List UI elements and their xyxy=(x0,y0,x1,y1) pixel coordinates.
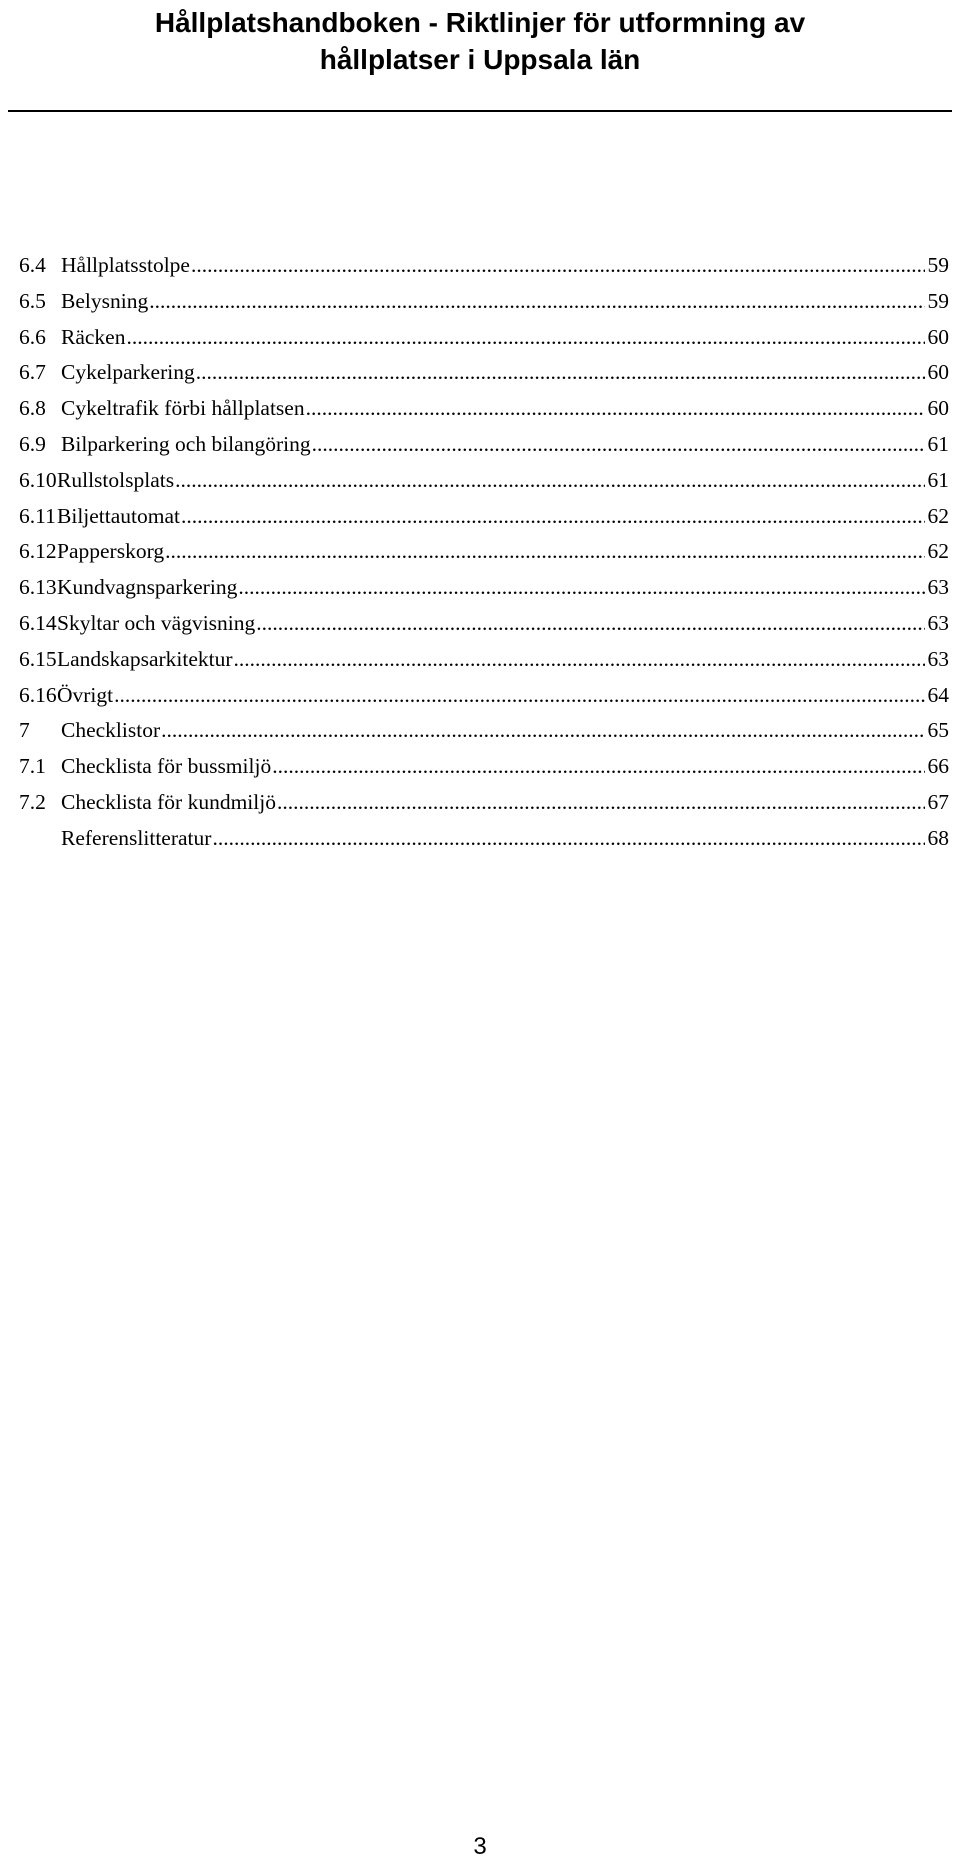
toc-dot-leader xyxy=(306,396,925,421)
document-title xyxy=(8,0,952,78)
toc-entry[interactable] xyxy=(19,468,949,504)
toc-entry-title: Checklista för kundmiljö xyxy=(61,789,276,814)
toc-dot-leader xyxy=(272,754,924,779)
toc-entry-number: 6.16 xyxy=(19,682,57,707)
toc-entry-number: 6.10 xyxy=(19,467,57,492)
toc-entry-page: 60 xyxy=(927,324,949,349)
toc-dot-leader xyxy=(312,432,925,457)
toc-entry-page: 68 xyxy=(927,825,949,850)
toc-entry-title: Bilparkering och bilangöring xyxy=(61,431,311,456)
table-of-contents xyxy=(19,253,949,862)
toc-entry[interactable] xyxy=(19,289,949,325)
toc-entry[interactable] xyxy=(19,432,949,468)
toc-dot-leader xyxy=(256,611,924,636)
toc-entry-number: 6.13 xyxy=(19,575,57,600)
toc-entry-page: 59 xyxy=(927,253,949,277)
toc-entry-title: Papperskorg xyxy=(57,539,165,564)
toc-dot-leader xyxy=(238,575,924,600)
toc-dot-leader xyxy=(175,468,924,493)
toc-dot-leader xyxy=(149,289,924,314)
toc-dot-leader xyxy=(277,790,925,815)
toc-dot-leader xyxy=(234,647,925,672)
toc-entry-page: 60 xyxy=(927,360,949,385)
toc-entry[interactable] xyxy=(19,504,949,540)
toc-entry-title: Cykeltrafik förbi hållplatsen xyxy=(61,396,305,421)
toc-entry-title: Belysning xyxy=(61,288,149,313)
document-title-line-1: Hållplatshandboken - Riktlinjer för utformning av xyxy=(154,7,806,38)
toc-entry[interactable] xyxy=(19,539,949,575)
toc-dot-leader xyxy=(114,683,924,708)
toc-entry[interactable] xyxy=(19,647,949,683)
toc-entry-number: 6.9 xyxy=(19,431,46,456)
toc-dot-leader xyxy=(161,718,924,743)
toc-dot-leader xyxy=(126,325,924,350)
toc-dot-leader xyxy=(181,504,924,529)
toc-entry-title: Checklista för bussmiljö xyxy=(61,754,272,779)
toc-entry-number: 6.4 xyxy=(19,253,46,277)
toc-entry[interactable] xyxy=(19,611,949,647)
toc-entry-page: 63 xyxy=(927,610,949,635)
toc-entry-page: 59 xyxy=(927,288,949,313)
toc-entry-title: Skyltar och vägvisning xyxy=(57,610,256,635)
toc-entry[interactable] xyxy=(19,790,949,826)
toc-entry[interactable] xyxy=(19,575,949,611)
toc-entry-page: 61 xyxy=(927,431,949,456)
toc-entry-title: Landskapsarkitektur xyxy=(57,646,233,671)
toc-entry-number: 6.11 xyxy=(19,503,56,528)
toc-entry-page: 61 xyxy=(927,467,949,492)
toc-entry-number: 6.12 xyxy=(19,539,57,564)
toc-entry[interactable] xyxy=(19,718,949,754)
toc-dot-leader xyxy=(191,253,925,278)
document-header xyxy=(8,0,952,112)
toc-entry-page: 63 xyxy=(927,575,949,600)
toc-entry-number: 6.14 xyxy=(19,610,57,635)
toc-entry-title: Övrigt xyxy=(57,682,114,707)
toc-entry[interactable] xyxy=(19,826,949,862)
toc-dot-leader xyxy=(165,539,924,564)
toc-entry[interactable] xyxy=(19,325,949,361)
toc-entry[interactable] xyxy=(19,253,949,289)
toc-entry-page: 65 xyxy=(927,718,949,743)
toc-entry-number: 6.15 xyxy=(19,646,57,671)
toc-entry-number: 7.2 xyxy=(19,789,46,814)
toc-entry[interactable] xyxy=(19,396,949,432)
toc-entry-title: Räcken xyxy=(61,324,126,349)
page-number: 3 xyxy=(473,1833,487,1860)
toc-entry-title: Referenslitteratur xyxy=(61,825,212,850)
toc-entry-page: 67 xyxy=(927,789,949,814)
toc-entry-number: 6.7 xyxy=(19,360,46,385)
toc-entry-number: 7.1 xyxy=(19,754,46,779)
toc-entry[interactable] xyxy=(19,754,949,790)
toc-entry-page: 63 xyxy=(927,646,949,671)
toc-entry[interactable] xyxy=(19,683,949,719)
toc-entry-number: 6.6 xyxy=(19,324,46,349)
toc-entry-title: Checklistor xyxy=(61,718,161,743)
toc-entry[interactable] xyxy=(19,360,949,396)
toc-entry-page: 64 xyxy=(927,682,949,707)
toc-entry-number: 7 xyxy=(19,718,30,743)
toc-entry-title: Rullstolsplats xyxy=(57,467,175,492)
toc-entry-title: Hållplatsstolpe xyxy=(61,253,190,277)
toc-dot-leader xyxy=(212,826,924,851)
toc-entry-title: Kundvagnsparkering xyxy=(57,575,238,600)
toc-entry-number: 6.8 xyxy=(19,396,46,421)
document-title-line-2: hållplatser i Uppsala län xyxy=(319,44,641,75)
toc-entry-title: Biljettautomat xyxy=(57,503,181,528)
toc-dot-leader xyxy=(196,360,925,385)
toc-entry-page: 62 xyxy=(927,503,949,528)
toc-entry-page: 60 xyxy=(927,396,949,421)
toc-entry-page: 62 xyxy=(927,539,949,564)
toc-entry-title: Cykelparkering xyxy=(61,360,195,385)
toc-entry-number: 6.5 xyxy=(19,288,46,313)
toc-entry-page: 66 xyxy=(927,754,949,779)
